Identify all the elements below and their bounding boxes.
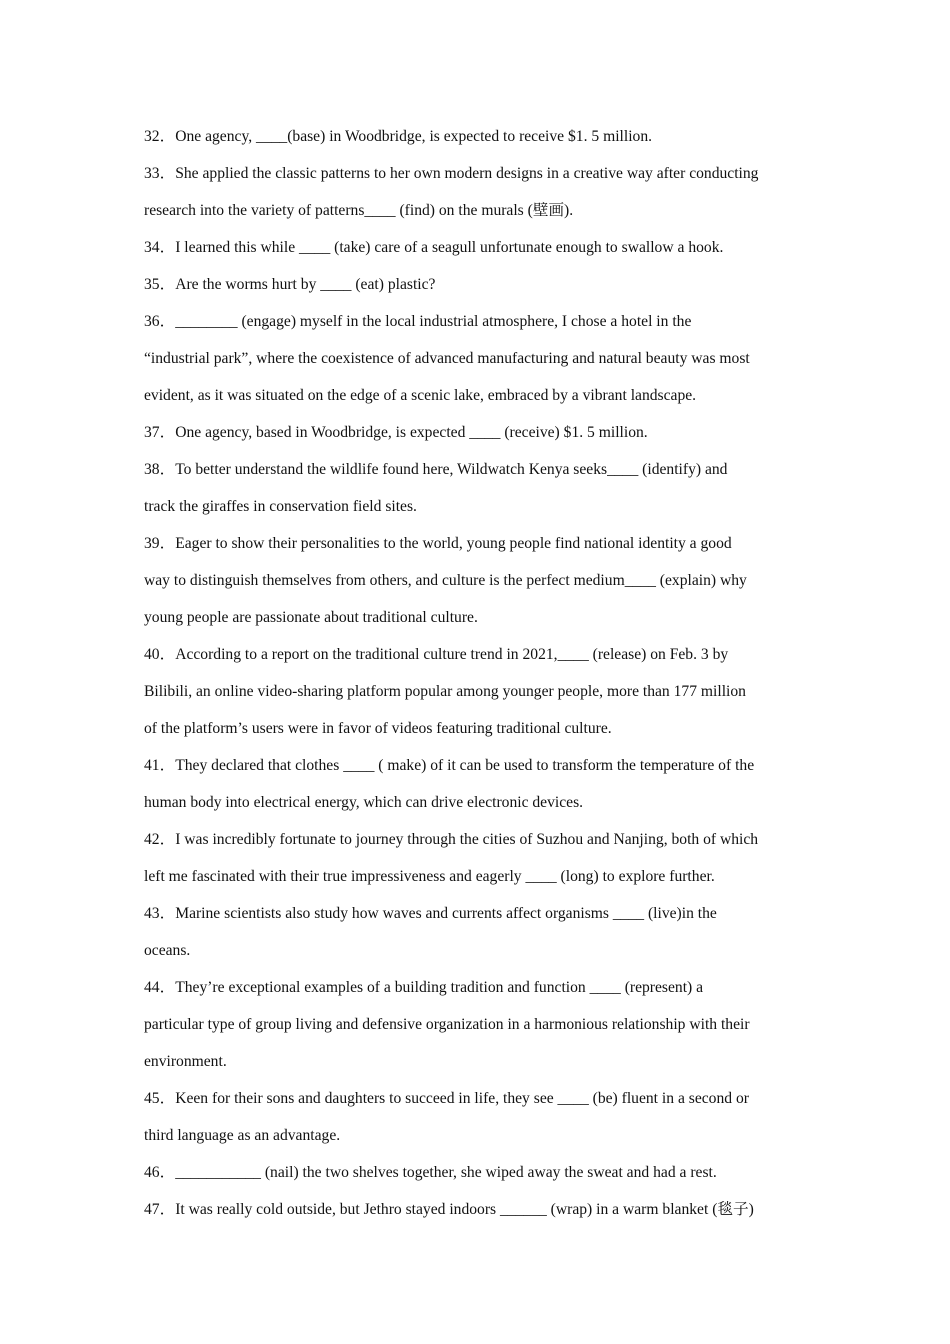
question-text: To better understand the wildlife found here, Wildwatch Kenya seeks____ (identify) and bbox=[175, 461, 728, 478]
question-text: Marine scientists also study how waves and currents affect organisms ____ (live)in the bbox=[175, 905, 717, 922]
question-text: They declared that clothes ____ ( make) of it can be used to transform the temperature of the bbox=[175, 757, 755, 774]
question-item bbox=[144, 123, 808, 160]
question-text: evident, as it was situated on the edge of a scenic lake, embraced by a vibrant landscape. bbox=[144, 387, 697, 404]
question-item bbox=[144, 752, 808, 826]
question-first-line bbox=[144, 123, 808, 160]
question-text: particular type of group living and defensive organization in a harmonious relationship with their bbox=[144, 1016, 750, 1033]
question-item bbox=[144, 1159, 808, 1196]
question-text: One agency, ____(base) in Woodbridge, is expected to receive $1. 5 million. bbox=[175, 128, 653, 145]
question-continuation-line bbox=[144, 678, 808, 715]
question-number: 41． bbox=[144, 757, 176, 774]
question-first-line bbox=[144, 900, 808, 937]
question-number: 37． bbox=[144, 424, 176, 441]
question-text: One agency, based in Woodbridge, is expected ____ (receive) $1. 5 million. bbox=[175, 424, 648, 441]
question-first-line bbox=[144, 308, 808, 345]
question-number: 40． bbox=[144, 646, 176, 663]
question-item bbox=[144, 234, 808, 271]
question-item bbox=[144, 308, 808, 419]
question-item bbox=[144, 641, 808, 752]
question-number: 47． bbox=[144, 1201, 176, 1218]
question-first-line bbox=[144, 160, 808, 197]
question-text: environment. bbox=[144, 1053, 227, 1070]
question-first-line bbox=[144, 752, 808, 789]
question-item bbox=[144, 900, 808, 974]
question-number: 46． bbox=[144, 1164, 176, 1181]
question-first-line bbox=[144, 271, 808, 308]
question-continuation-line bbox=[144, 382, 808, 419]
question-first-line bbox=[144, 456, 808, 493]
question-text: Keen for their sons and daughters to succeed in life, they see ____ (be) fluent in a second or bbox=[175, 1090, 749, 1107]
question-text: They’re exceptional examples of a building tradition and function ____ (represent) a bbox=[175, 979, 704, 996]
question-text: I was incredibly fortunate to journey through the cities of Suzhou and Nanjing, both of which bbox=[175, 831, 759, 848]
question-text: way to distinguish themselves from others, and culture is the perfect medium____ (explain) why bbox=[144, 572, 747, 589]
question-number: 38． bbox=[144, 461, 176, 478]
question-first-line bbox=[144, 234, 808, 271]
question-item bbox=[144, 826, 808, 900]
question-continuation-line bbox=[144, 604, 808, 641]
question-number: 32． bbox=[144, 128, 176, 145]
exercise-sheet bbox=[144, 123, 808, 1231]
question-text: Bilibili, an online video-sharing platform popular among younger people, more than 177 million bbox=[144, 683, 746, 700]
question-continuation-line bbox=[144, 937, 808, 974]
question-text: It was really cold outside, but Jethro stayed indoors ______ (wrap) in a warm blanket (毯子) bbox=[175, 1201, 754, 1218]
question-first-line bbox=[144, 1196, 808, 1231]
question-item bbox=[144, 160, 808, 234]
question-continuation-line bbox=[144, 1122, 808, 1159]
question-first-line bbox=[144, 1085, 808, 1122]
question-text: of the platform’s users were in favor of videos featuring traditional culture. bbox=[144, 720, 612, 737]
question-continuation-line bbox=[144, 493, 808, 530]
question-item bbox=[144, 530, 808, 641]
question-text: track the giraffes in conservation field sites. bbox=[144, 498, 417, 515]
question-continuation-line bbox=[144, 197, 808, 234]
question-item bbox=[144, 456, 808, 530]
question-number: 36． bbox=[144, 313, 176, 330]
question-text: ___________ (nail) the two shelves together, she wiped away the sweat and had a rest. bbox=[175, 1164, 717, 1181]
question-continuation-line bbox=[144, 567, 808, 604]
question-continuation-line bbox=[144, 1011, 808, 1048]
question-number: 34． bbox=[144, 239, 176, 256]
question-number: 43． bbox=[144, 905, 176, 922]
question-number: 35． bbox=[144, 276, 176, 293]
question-text: ________ (engage) myself in the local industrial atmosphere, I chose a hotel in the bbox=[175, 313, 692, 330]
question-text: young people are passionate about traditional culture. bbox=[144, 609, 478, 626]
question-continuation-line bbox=[144, 345, 808, 382]
question-item bbox=[144, 974, 808, 1085]
question-number: 39． bbox=[144, 535, 176, 552]
question-continuation-line bbox=[144, 863, 808, 900]
question-item bbox=[144, 1085, 808, 1159]
question-number: 44． bbox=[144, 979, 176, 996]
question-first-line bbox=[144, 1159, 808, 1196]
question-first-line bbox=[144, 419, 808, 456]
question-first-line bbox=[144, 826, 808, 863]
question-continuation-line bbox=[144, 1048, 808, 1085]
question-continuation-line bbox=[144, 715, 808, 752]
question-text: third language as an advantage. bbox=[144, 1127, 341, 1144]
question-number: 42． bbox=[144, 831, 176, 848]
question-item bbox=[144, 271, 808, 308]
question-text: Are the worms hurt by ____ (eat) plastic? bbox=[175, 276, 436, 293]
question-text: I learned this while ____ (take) care of a seagull unfortunate enough to swallow a hook. bbox=[175, 239, 724, 256]
question-text: research into the variety of patterns____ (find) on the murals (壁画). bbox=[144, 202, 574, 219]
question-item bbox=[144, 419, 808, 456]
question-text: human body into electrical energy, which can drive electronic devices. bbox=[144, 794, 584, 811]
question-text: She applied the classic patterns to her own modern designs in a creative way after conducting bbox=[175, 165, 759, 182]
question-first-line bbox=[144, 530, 808, 567]
question-text: left me fascinated with their true impressiveness and eagerly ____ (long) to explore further. bbox=[144, 868, 715, 885]
question-continuation-line bbox=[144, 789, 808, 826]
question-number: 45． bbox=[144, 1090, 176, 1107]
question-text: oceans. bbox=[144, 942, 191, 959]
question-text: “industrial park”, where the coexistence of advanced manufacturing and natural beauty was most bbox=[144, 350, 750, 367]
question-number: 33． bbox=[144, 165, 176, 182]
question-first-line bbox=[144, 974, 808, 1011]
question-text: According to a report on the traditional culture trend in 2021,____ (release) on Feb. 3 by bbox=[175, 646, 729, 663]
question-text: Eager to show their personalities to the world, young people find national identity a good bbox=[175, 535, 732, 552]
question-item bbox=[144, 1196, 808, 1231]
question-first-line bbox=[144, 641, 808, 678]
